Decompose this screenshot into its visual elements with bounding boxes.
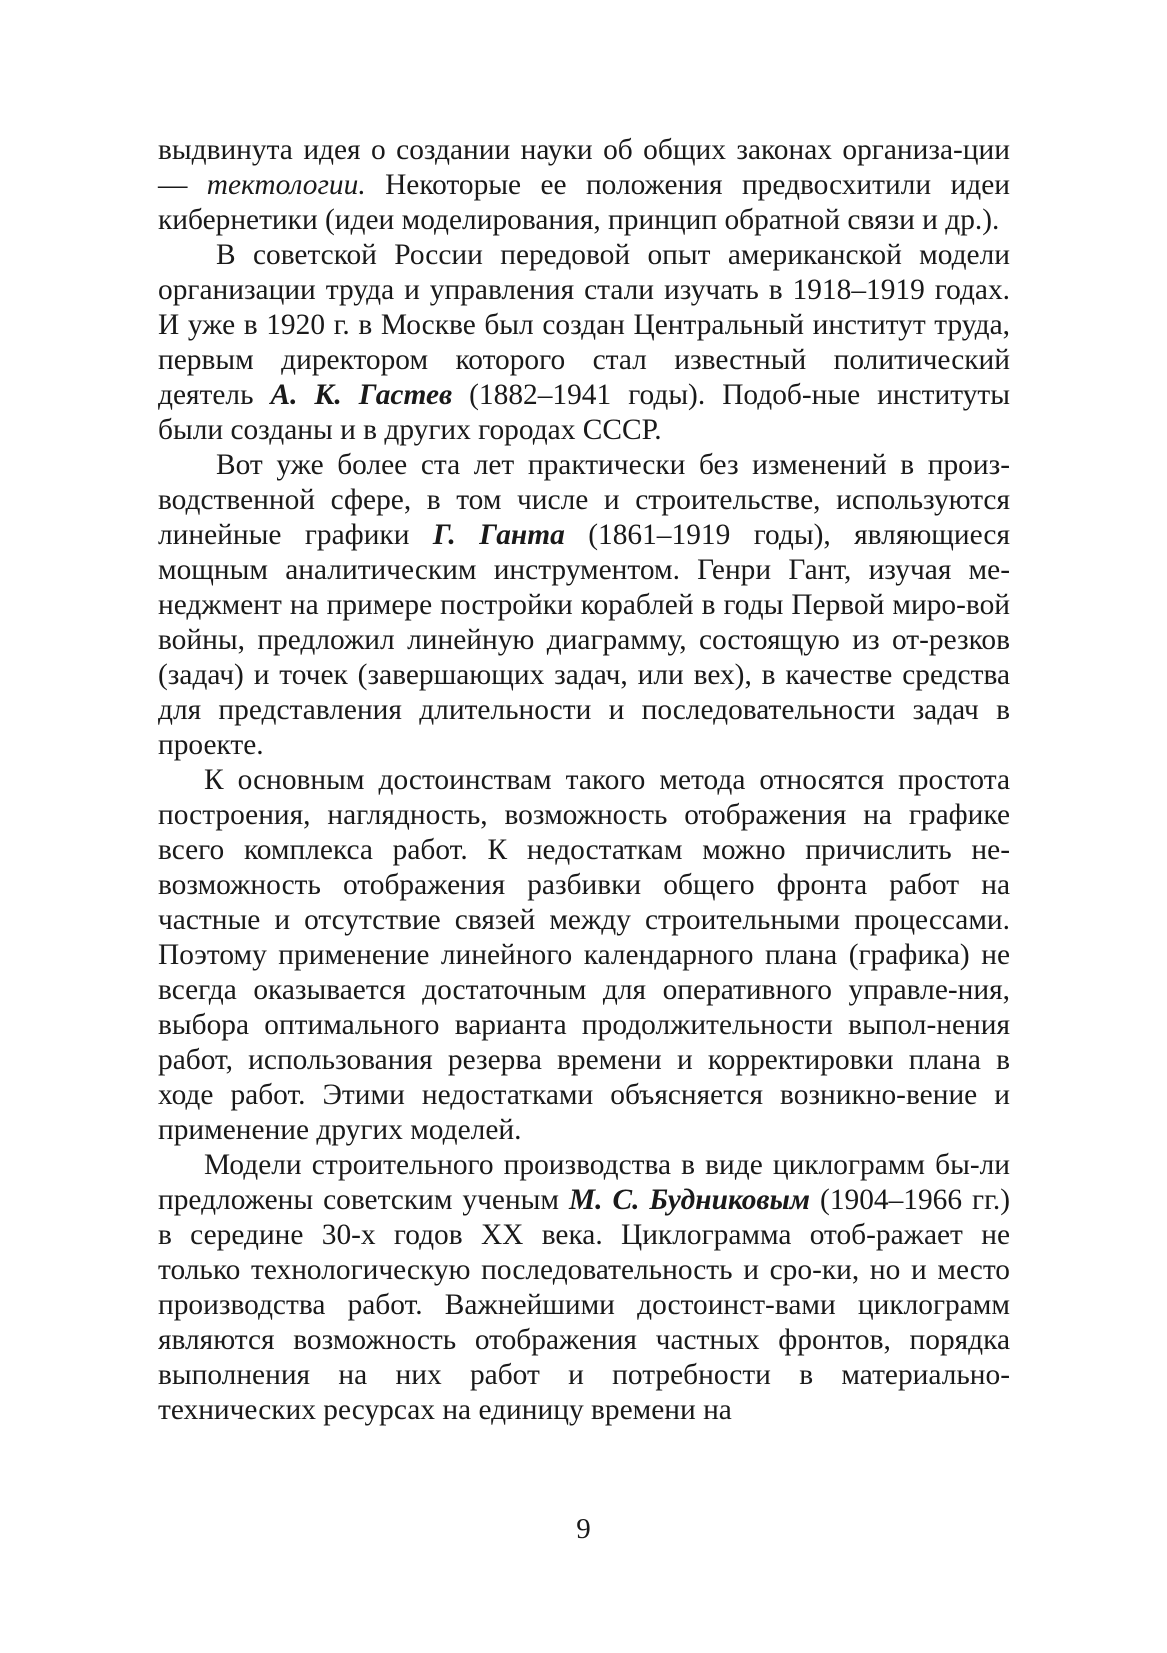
page-number: 9 — [576, 1513, 591, 1545]
paragraph-3-text-b: (1861–1919 годы), являющиеся мощным аналитическим инструментом. Генри Гант, изучая ме-неджмент на примере постройки кораблей в годы Первой миро-вой войны, предложил линейную диаграмму, состоящую из от-резков (задач) и точек (завершающих задач, или вех), в качестве средства для представления длительности и последовательности задач в проекте. — [158, 519, 1010, 761]
paragraph-2-text-b: (1882–1941 годы). Подоб-ные институты были созданы и в других городах СССР. — [158, 379, 1010, 446]
paragraph-5-text-b: (1904–1966 гг.) в середине 30-х годов XX века. Циклограмма отоб-ражает не только технологическую последовательность и сро-ки, но и место производства работ. Важнейшими достоинст-вами циклограмм являются возможность отображения частных фронтов, порядка выполнения на них работ и потребности в материально-технических ресурсах на единицу времени на — [158, 1184, 1010, 1426]
paragraph-5-text-a: Модели строительного производства в виде циклограмм бы-ли предложены советским ученым — [158, 1149, 1010, 1216]
page-body — [158, 133, 1010, 1428]
paragraph-4 — [158, 763, 1010, 1148]
text-block — [158, 133, 1010, 1428]
name-gastev: А. К. Гастев — [270, 379, 453, 411]
paragraph-2 — [158, 238, 1010, 448]
paragraph-1-text-a: выдвинута идея о создании науки об общих законах организа-ции — — [158, 134, 1010, 201]
paragraph-1-text-b: Некоторые ее положения предвосхитили идеи кибернетики (идеи моделирования, принцип обратной связи и др.). — [158, 169, 1010, 236]
paragraph-2-text-a: В советской России передовой опыт американской модели организации труда и управления стали изучать в 1918–1919 годах. И уже в 1920 г. в Москве был создан Центральный институт труда, первым директором которого стал известный политический деятель — [158, 239, 1010, 411]
paragraph-3-text-a: Вот уже более ста лет практически без изменений в произ-водственной сфере, в том числе и строительстве, используются линейные графики — [158, 449, 1010, 551]
name-budnikov: М. С. Будниковым — [569, 1184, 811, 1216]
paragraph-1 — [158, 133, 1010, 238]
paragraph-4-text: К основным достоинствам такого метода относятся простота построения, наглядность, возможность отображения на графике всего комплекса работ. К недостаткам можно причислить не-возможность отображения разбивки общего фронта работ на частные и отсутствие связей между строительными процессами. Поэтому применение линейного календарного плана (графика) не всегда оказывается достаточным для оперативного управле-ния, выбора оптимального варианта продолжительности выпол-нения работ, использования резерва времени и корректировки плана в ходе работ. Этими недостатками объясняется возникно-вение и применение других моделей. — [158, 764, 1010, 1146]
name-gantt: Г. Ганта — [432, 519, 565, 551]
term-tektologiya: тектологии. — [206, 169, 366, 201]
paragraph-5 — [158, 1148, 1010, 1428]
paragraph-3 — [158, 448, 1010, 763]
